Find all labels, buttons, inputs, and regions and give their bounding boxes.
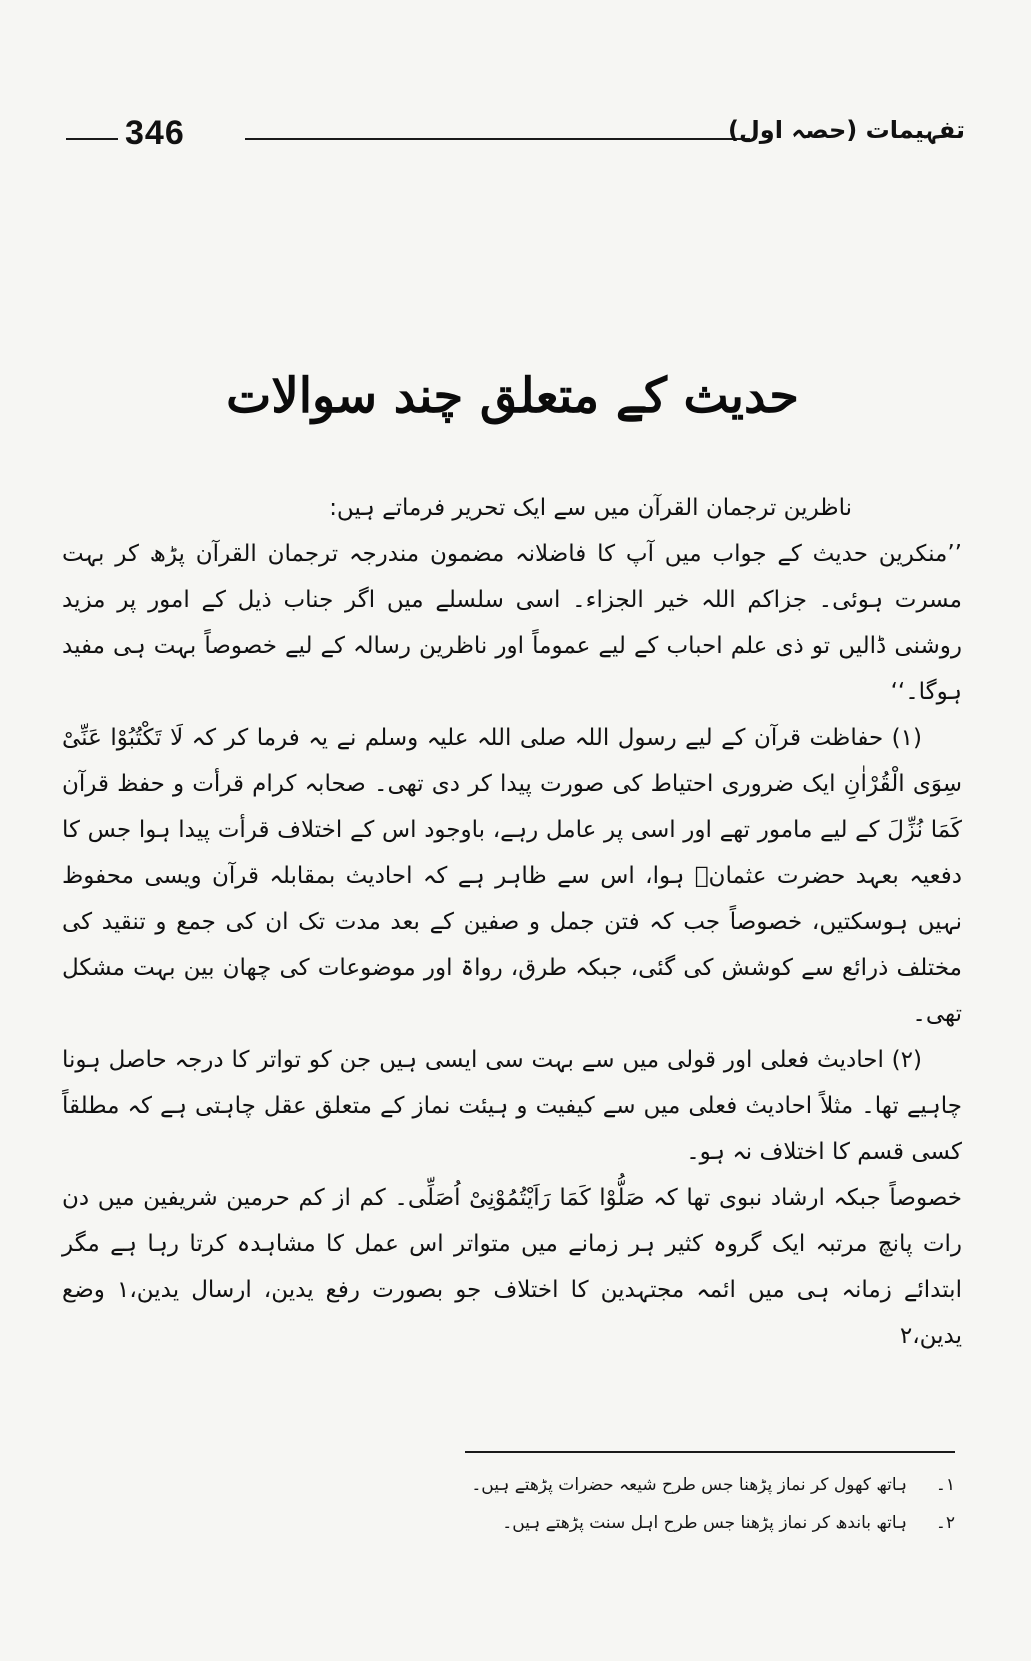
question-two-paragraph: (۲) احادیث فعلی اور قولی میں سے بہت سی ایسی ہیں جن کو تواتر کا درجہ حاصل ہونا چاہیے تھا۔ مثلاً احادیث فعلی میں سے کیفیت و ہیئت نماز کے متعلق عقل چاہتی ہے کہ مطلقاً کسی قسم کا اختلاف نہ ہو۔ [62,1047,962,1165]
footnote-divider [465,1451,955,1453]
body-text [62,485,962,1359]
question-one-paragraph: (۱) حفاظت قرآن کے لیے رسول اللہ صلی اللہ علیہ وسلم نے یہ فرما کر کہ لَا تَكْتُبُوْا عَنِّیْ سِوَی الْقُرْاٰنِ ایک ضروری احتیاط کی صورت پیدا کر دی تھی۔ صحابہ کرام قرأت و حفظ قرآن کَمَا نُزِّلَ کے لیے مامور تھے اور اسی پر عامل رہے، باوجود اس کے اختلاف قرأت پیدا ہوا جس کا دفعیہ بعہد حضرت عثمانؓ ہوا، اس سے ظاہر ہے کہ احادیث بمقابلہ قرآن ویسی محفوظ نہیں ہوسکتیں، خصوصاً جب کہ فتن جمل و صفین کے بعد مدت تک ان کی جمع و تنقید کی مختلف ذرائع سے کوشش کی گئی، جبکہ طرق، رواۃ اور موضوعات کی چھان بین بہت مشکل تھی۔ [62,725,962,1027]
page-header [60,112,965,162]
running-title: تفہیمات (حصہ اول) [728,116,965,144]
footnote-item [75,1466,955,1504]
header-rule-left [66,138,118,140]
continuation-paragraph: خصوصاً جبکہ ارشاد نبوی تھا کہ صَلُّوْا كَمَا رَاَيْتُمُوْنِیْ اُصَلِّی۔ کم از کم حرمین شریفین میں دن رات پانچ مرتبہ ایک گروہ کثیر ہر زمانے میں متواتر اس عمل کا مشاہدہ کرتا رہا ہے مگر ابتدائے زمانہ ہی میں ائمہ مجتہدین کا اختلاف جو بصورت رفع یدین، ارسال یدین،۱ وضع یدین،۲ [62,1185,962,1349]
header-rule [245,138,750,140]
footnotes [75,1466,955,1542]
chapter-title: حدیث کے متعلق چند سوالات [226,368,799,424]
footnote-text: ہاتھ کھول کر نماز پڑھنا جس طرح شیعہ حضرات پڑھتے ہیں۔ [471,1475,907,1495]
page-number: 346 [125,114,185,152]
footnote-item [75,1504,955,1542]
quoted-letter-paragraph: ’’منکرین حدیث کے جواب میں آپ کا فاضلانہ مضمون مندرجہ ترجمان القرآن پڑھ کر بہت مسرت ہوئی۔ جزاکم اللہ خیر الجزاء۔ اسی سلسلے میں اگر جناب ذیل کے امور پر مزید روشنی ڈالیں تو ذی علم احباب کے لیے عموماً اور ناظرین رسالہ کے لیے خصوصاً بہت ہی مفید ہوگا۔‘‘ [62,541,962,705]
footnote-mark: ۱۔ [935,1475,955,1495]
footnote-text: ہاتھ باندھ کر نماز پڑھنا جس طرح اہل سنت پڑھتے ہیں۔ [502,1513,907,1533]
footnote-mark: ۲۔ [935,1513,955,1533]
intro-line: ناظرین ترجمان القرآن میں سے ایک تحریر فرماتے ہیں: [329,495,852,521]
